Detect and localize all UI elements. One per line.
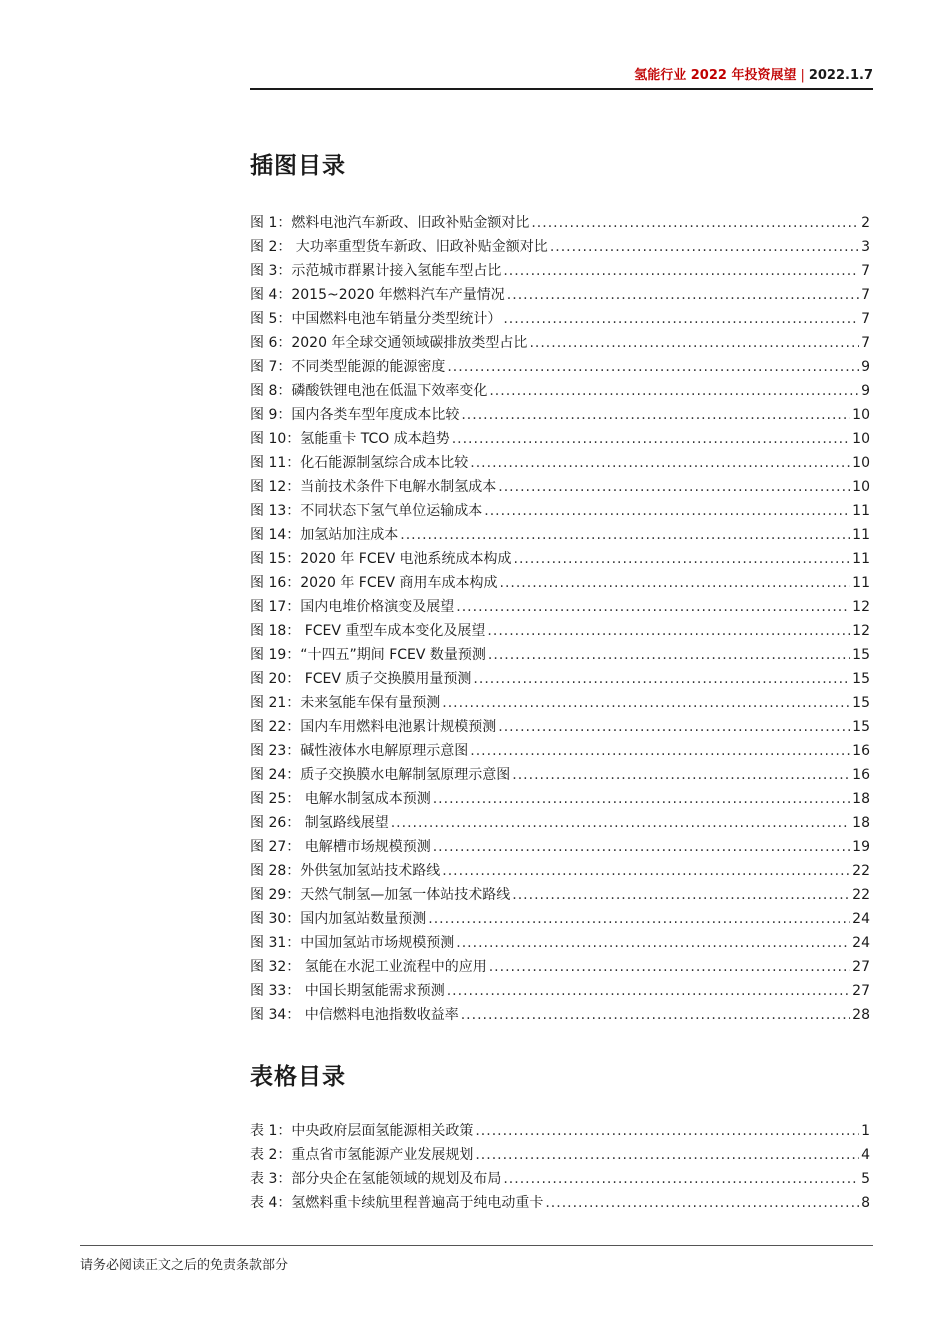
toc-page-number[interactable]: 11 — [852, 527, 870, 543]
table-toc-entry[interactable] — [250, 1119, 870, 1143]
toc-entry-label[interactable]: 图 32： 氢能在水泥工业流程中的应用 — [250, 959, 487, 975]
toc-entry-label[interactable]: 图 26： 制氢路线展望 — [250, 815, 389, 831]
toc-leader-dots — [531, 211, 859, 235]
toc-entry-label[interactable]: 图 11：化石能源制氢综合成本比较 — [250, 455, 469, 471]
toc-leader-dots — [470, 451, 850, 475]
figure-toc-entry[interactable] — [250, 931, 870, 955]
toc-page-number[interactable]: 11 — [852, 503, 870, 519]
toc-page-number[interactable]: 11 — [852, 575, 870, 591]
figure-toc-entry[interactable] — [250, 739, 870, 763]
toc-entry-label[interactable]: 图 23：碱性液体水电解原理示意图 — [250, 743, 469, 759]
toc-entry-label[interactable]: 图 4：2015~2020 年燃料汽车产量情况 — [250, 287, 505, 303]
toc-page-number[interactable]: 16 — [852, 767, 870, 783]
toc-entry-label[interactable]: 图 34： 中信燃料电池指数收益率 — [250, 1007, 459, 1023]
toc-entry-label[interactable]: 图 7：不同类型能源的能源密度 — [250, 359, 446, 375]
toc-leader-dots — [484, 499, 850, 523]
table-toc-entry[interactable] — [250, 1143, 870, 1167]
toc-entry-label[interactable]: 图 13：不同状态下氢气单位运输成本 — [250, 503, 483, 519]
toc-entry-label[interactable]: 图 18： FCEV 重型车成本变化及展望 — [250, 623, 486, 639]
header-separator: | — [800, 68, 805, 83]
toc-entry-label[interactable]: 图 2： 大功率重型货车新政、旧政补贴金额对比 — [250, 239, 548, 255]
toc-page-number[interactable]: 18 — [852, 791, 870, 807]
toc-leader-dots — [473, 667, 850, 691]
toc-entry-label[interactable]: 图 6：2020 年全球交通领域碳排放类型占比 — [250, 335, 528, 351]
toc-leader-dots — [503, 259, 859, 283]
header-right — [634, 64, 873, 83]
toc-page-number[interactable]: 8 — [861, 1195, 870, 1211]
toc-leader-dots — [550, 235, 859, 259]
figure-toc-entry[interactable] — [250, 787, 870, 811]
figure-toc-entry[interactable] — [250, 547, 870, 571]
toc-entry-label[interactable]: 表 1：中央政府层面氢能源相关政策 — [250, 1123, 474, 1139]
toc-page-number[interactable]: 12 — [852, 623, 870, 639]
toc-leader-dots — [470, 739, 850, 763]
figure-toc-entry[interactable] — [250, 1003, 870, 1027]
toc-entry-label[interactable]: 图 30：国内加氢站数量预测 — [250, 911, 427, 927]
toc-entry-label[interactable]: 图 28：外供氢加氢站技术路线 — [250, 863, 441, 879]
figure-toc-entry[interactable] — [250, 403, 870, 427]
toc-leader-dots — [498, 475, 850, 499]
toc-entry-label[interactable]: 图 14：加氢站加注成本 — [250, 527, 399, 543]
footer-disclaimer: 请务必阅读正文之后的免责条款部分 — [80, 1258, 289, 1273]
toc-entry-label[interactable]: 图 33： 中国长期氢能需求预测 — [250, 983, 445, 999]
toc-page-number[interactable]: 2 — [861, 215, 870, 231]
toc-entry-label[interactable]: 图 12：当前技术条件下电解水制氢成本 — [250, 479, 497, 495]
figure-toc-entry[interactable] — [250, 955, 870, 979]
toc-entry-label[interactable]: 图 19：“十四五”期间 FCEV 数量预测 — [250, 647, 486, 663]
toc-leader-dots — [442, 859, 850, 883]
toc-page-number[interactable]: 18 — [852, 815, 870, 831]
toc-page-number[interactable]: 15 — [852, 647, 870, 663]
figure-toc-entry[interactable] — [250, 499, 870, 523]
toc-leader-dots — [447, 979, 850, 1003]
toc-entry-label[interactable]: 图 27： 电解槽市场规模预测 — [250, 839, 431, 855]
toc-page-number[interactable]: 7 — [861, 335, 870, 351]
toc-entry-label[interactable]: 图 29：天然气制氢—加氢一体站技术路线 — [250, 887, 511, 903]
figure-toc-entry[interactable] — [250, 715, 870, 739]
figure-toc-entry[interactable] — [250, 619, 870, 643]
toc-page-number[interactable]: 28 — [852, 1007, 870, 1023]
toc-page-number[interactable]: 15 — [852, 719, 870, 735]
toc-entry-label[interactable]: 图 1：燃料电池汽车新政、旧政补贴金额对比 — [250, 215, 530, 231]
toc-entry-label[interactable]: 图 25： 电解水制氢成本预测 — [250, 791, 431, 807]
toc-page-number[interactable]: 22 — [852, 887, 870, 903]
footer-rule — [80, 1245, 873, 1246]
figure-toc-entry[interactable] — [250, 451, 870, 475]
toc-leader-dots — [545, 1191, 859, 1215]
figure-toc-entry[interactable] — [250, 859, 870, 883]
toc-entry-label[interactable]: 图 9：国内各类车型年度成本比较 — [250, 407, 460, 423]
figure-toc-entry[interactable] — [250, 523, 870, 547]
toc-leader-dots — [428, 907, 850, 931]
toc-page-number[interactable]: 24 — [852, 911, 870, 927]
toc-page-number[interactable]: 15 — [852, 695, 870, 711]
figure-toc-entry[interactable] — [250, 667, 870, 691]
figure-toc-entry[interactable] — [250, 907, 870, 931]
toc-leader-dots — [461, 1003, 850, 1027]
figure-toc-entry[interactable] — [250, 283, 870, 307]
toc-page-number[interactable]: 12 — [852, 599, 870, 615]
toc-page-number[interactable]: 3 — [861, 239, 870, 255]
figure-toc-entry[interactable] — [250, 643, 870, 667]
toc-page-number[interactable]: 9 — [861, 359, 870, 375]
toc-leader-dots — [512, 883, 850, 907]
toc-entry-label[interactable]: 图 16：2020 年 FCEV 商用车成本构成 — [250, 575, 498, 591]
toc-entry-label[interactable]: 图 8：磷酸铁锂电池在低温下效率变化 — [250, 383, 488, 399]
toc-page-number[interactable]: 15 — [852, 671, 870, 687]
tables-section-title: 表格目录 — [250, 1064, 346, 1090]
toc-page-number[interactable]: 7 — [861, 311, 870, 327]
figure-toc-entry[interactable] — [250, 379, 870, 403]
toc-leader-dots — [442, 691, 850, 715]
toc-entry-label[interactable]: 图 20： FCEV 质子交换膜用量预测 — [250, 671, 472, 687]
figure-toc-entry[interactable] — [250, 835, 870, 859]
toc-page-number[interactable]: 5 — [861, 1171, 870, 1187]
report-date: 2022.1.7 — [808, 68, 873, 83]
toc-leader-dots — [433, 787, 850, 811]
figure-toc-entry[interactable] — [250, 691, 870, 715]
toc-leader-dots — [456, 595, 850, 619]
figure-toc-entry[interactable] — [250, 259, 870, 283]
toc-entry-label[interactable]: 图 17：国内电堆价格演变及展望 — [250, 599, 455, 615]
toc-entry-label[interactable]: 图 22：国内车用燃料电池累计规模预测 — [250, 719, 497, 735]
toc-leader-dots — [391, 811, 850, 835]
toc-leader-dots — [475, 1143, 859, 1167]
toc-page-number[interactable]: 10 — [852, 407, 870, 423]
table-toc-entry[interactable] — [250, 1167, 870, 1191]
toc-entry-label[interactable]: 图 5：中国燃料电池车销量分类型统计） — [250, 311, 502, 327]
toc-leader-dots — [514, 547, 851, 571]
toc-page-number[interactable]: 16 — [852, 743, 870, 759]
figure-toc-entry[interactable] — [250, 763, 870, 787]
toc-page-number[interactable]: 9 — [861, 383, 870, 399]
toc-entry-label[interactable]: 图 15：2020 年 FCEV 电池系统成本构成 — [250, 551, 512, 567]
toc-leader-dots — [500, 571, 851, 595]
figures-toc-list — [250, 211, 870, 1027]
toc-page-number[interactable]: 7 — [861, 263, 870, 279]
toc-page-number[interactable]: 10 — [852, 431, 870, 447]
toc-leader-dots — [487, 619, 850, 643]
figures-section-title: 插图目录 — [250, 153, 346, 179]
toc-leader-dots — [498, 715, 850, 739]
toc-leader-dots — [488, 643, 850, 667]
figure-toc-entry[interactable] — [250, 331, 870, 355]
toc-leader-dots — [433, 835, 850, 859]
figure-toc-entry[interactable] — [250, 211, 870, 235]
toc-entry-label[interactable]: 表 3：部分央企在氢能领域的规划及布局 — [250, 1171, 502, 1187]
toc-entry-label[interactable]: 表 4：氢燃料重卡续航里程普遍高于纯电动重卡 — [250, 1195, 544, 1211]
toc-leader-dots — [452, 427, 850, 451]
toc-entry-label[interactable]: 图 24：质子交换膜水电解制氢原理示意图 — [250, 767, 511, 783]
toc-page-number[interactable]: 10 — [852, 479, 870, 495]
toc-page-number[interactable]: 27 — [852, 983, 870, 999]
figure-toc-entry[interactable] — [250, 595, 870, 619]
toc-entry-label[interactable]: 图 10：氢能重卡 TCO 成本趋势 — [250, 431, 450, 447]
toc-page-number[interactable]: 27 — [852, 959, 870, 975]
toc-entry-label[interactable]: 图 3：示范城市群累计接入氢能车型占比 — [250, 263, 502, 279]
toc-leader-dots — [475, 1119, 859, 1143]
figure-toc-entry[interactable] — [250, 979, 870, 1003]
toc-page-number[interactable]: 11 — [852, 551, 870, 567]
figure-toc-entry[interactable] — [250, 235, 870, 259]
toc-entry-label[interactable]: 图 31：中国加氢站市场规模预测 — [250, 935, 455, 951]
toc-page-number[interactable]: 24 — [852, 935, 870, 951]
report-title: 氢能行业 2022 年投资展望 — [634, 68, 797, 83]
table-toc-entry[interactable] — [250, 1191, 870, 1215]
toc-page-number[interactable]: 4 — [861, 1147, 870, 1163]
toc-leader-dots — [456, 931, 850, 955]
figure-toc-entry[interactable] — [250, 427, 870, 451]
tables-toc-list — [250, 1119, 870, 1215]
toc-leader-dots — [529, 331, 859, 355]
toc-leader-dots — [512, 763, 850, 787]
toc-entry-label[interactable]: 图 21：未来氢能车保有量预测 — [250, 695, 441, 711]
toc-leader-dots — [400, 523, 850, 547]
toc-page-number[interactable]: 19 — [852, 839, 870, 855]
toc-leader-dots — [489, 955, 850, 979]
header-rule — [250, 88, 873, 90]
page-header — [250, 62, 873, 90]
toc-page-number[interactable]: 1 — [861, 1123, 870, 1139]
figure-toc-entry[interactable] — [250, 811, 870, 835]
toc-entry-label[interactable]: 表 2：重点省市氢能源产业发展规划 — [250, 1147, 474, 1163]
toc-leader-dots — [503, 307, 859, 331]
toc-leader-dots — [507, 283, 859, 307]
figure-toc-entry[interactable] — [250, 307, 870, 331]
figure-toc-entry[interactable] — [250, 571, 870, 595]
toc-page-number[interactable]: 22 — [852, 863, 870, 879]
toc-leader-dots — [489, 379, 859, 403]
toc-page-number[interactable]: 10 — [852, 455, 870, 471]
figure-toc-entry[interactable] — [250, 475, 870, 499]
toc-leader-dots — [461, 403, 850, 427]
figure-toc-entry[interactable] — [250, 355, 870, 379]
toc-leader-dots — [503, 1167, 859, 1191]
figure-toc-entry[interactable] — [250, 883, 870, 907]
toc-page-number[interactable]: 7 — [861, 287, 870, 303]
toc-leader-dots — [447, 355, 859, 379]
